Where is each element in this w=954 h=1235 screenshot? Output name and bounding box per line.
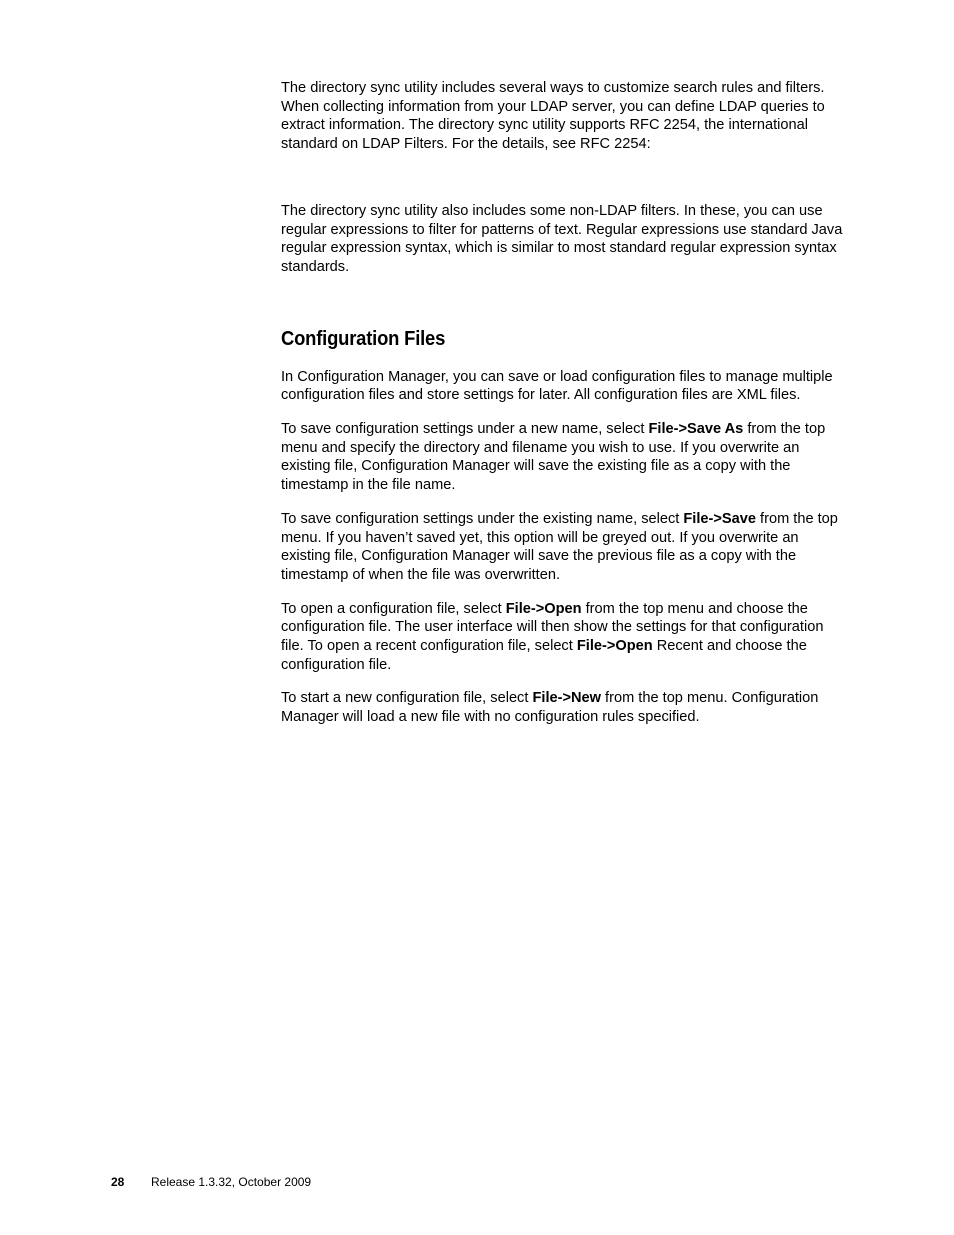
text-span: To open a configuration file, select <box>281 600 506 617</box>
text-span: To save configuration settings under the existing name, select <box>281 510 684 527</box>
release-info: Release 1.3.32, October 2009 <box>151 1175 312 1189</box>
menu-command-open-recent: File->Open <box>576 638 653 655</box>
spacer <box>281 674 846 689</box>
spacer <box>281 351 846 368</box>
config-intro-paragraph: In Configuration Manager, you can save or load configuration files to manage multiple configuration files and store settings for later. All configuration files are XML files. <box>281 368 833 404</box>
intro-paragraph-ldap: The directory sync utility includes several ways to customize search rules and filters. When collecting information from your LDAP server, you can define LDAP queries to extract information. The directory sync utility supports RFC 2254, the international standard on LDAP Filters. For the details, see RFC 2254: <box>281 80 825 153</box>
spacer <box>281 405 846 420</box>
menu-command-save: File->Save <box>683 510 756 527</box>
spacer <box>281 585 846 600</box>
page-content <box>281 79 846 727</box>
text-span: from the top menu. If you haven’t saved yet, this option will be greyed out. If you overwrite an existing file, Configuration Manager will save the previous file as a copy with the timestamp of when the file was overwritten. <box>281 510 838 583</box>
menu-command-save-as: File->Save As <box>648 421 744 438</box>
menu-command-open: File->Open <box>505 600 582 617</box>
menu-command-new: File->New <box>532 690 601 707</box>
text-span: To start a new configuration file, select <box>281 690 533 707</box>
save-as-paragraph <box>281 420 846 495</box>
text-span: To save configuration settings under a new name, select <box>281 421 649 438</box>
save-paragraph <box>281 510 846 585</box>
text-span: from the top menu and choose the configuration file. The user interface will then show the settings for that configuration file. To open a recent configuration file, select <box>281 600 824 655</box>
spacer <box>281 277 846 327</box>
spacer <box>281 154 846 202</box>
text-span: Recent and choose the configuration file. <box>281 638 807 673</box>
new-paragraph <box>281 689 846 726</box>
text-span: from the top menu and specify the directory and filename you wish to use. If you overwrite an existing file, Configuration Manager will save the existing file as a copy with the timestamp in the file name. <box>281 421 826 494</box>
open-paragraph <box>281 600 846 675</box>
spacer <box>281 495 846 510</box>
intro-paragraph-regex: The directory sync utility also includes some non-LDAP filters. In these, you can use regular expressions to filter for patterns of text. Regular expressions use standard Java regular expression syntax, which is similar to most standard regular expression syntax standards. <box>281 202 843 275</box>
page-footer <box>111 1174 311 1190</box>
text-span: from the top menu. Configuration Manager will load a new file with no configuration rules specified. <box>281 690 819 726</box>
section-heading: Configuration Files <box>281 327 446 350</box>
page-number: 28 <box>111 1175 125 1189</box>
